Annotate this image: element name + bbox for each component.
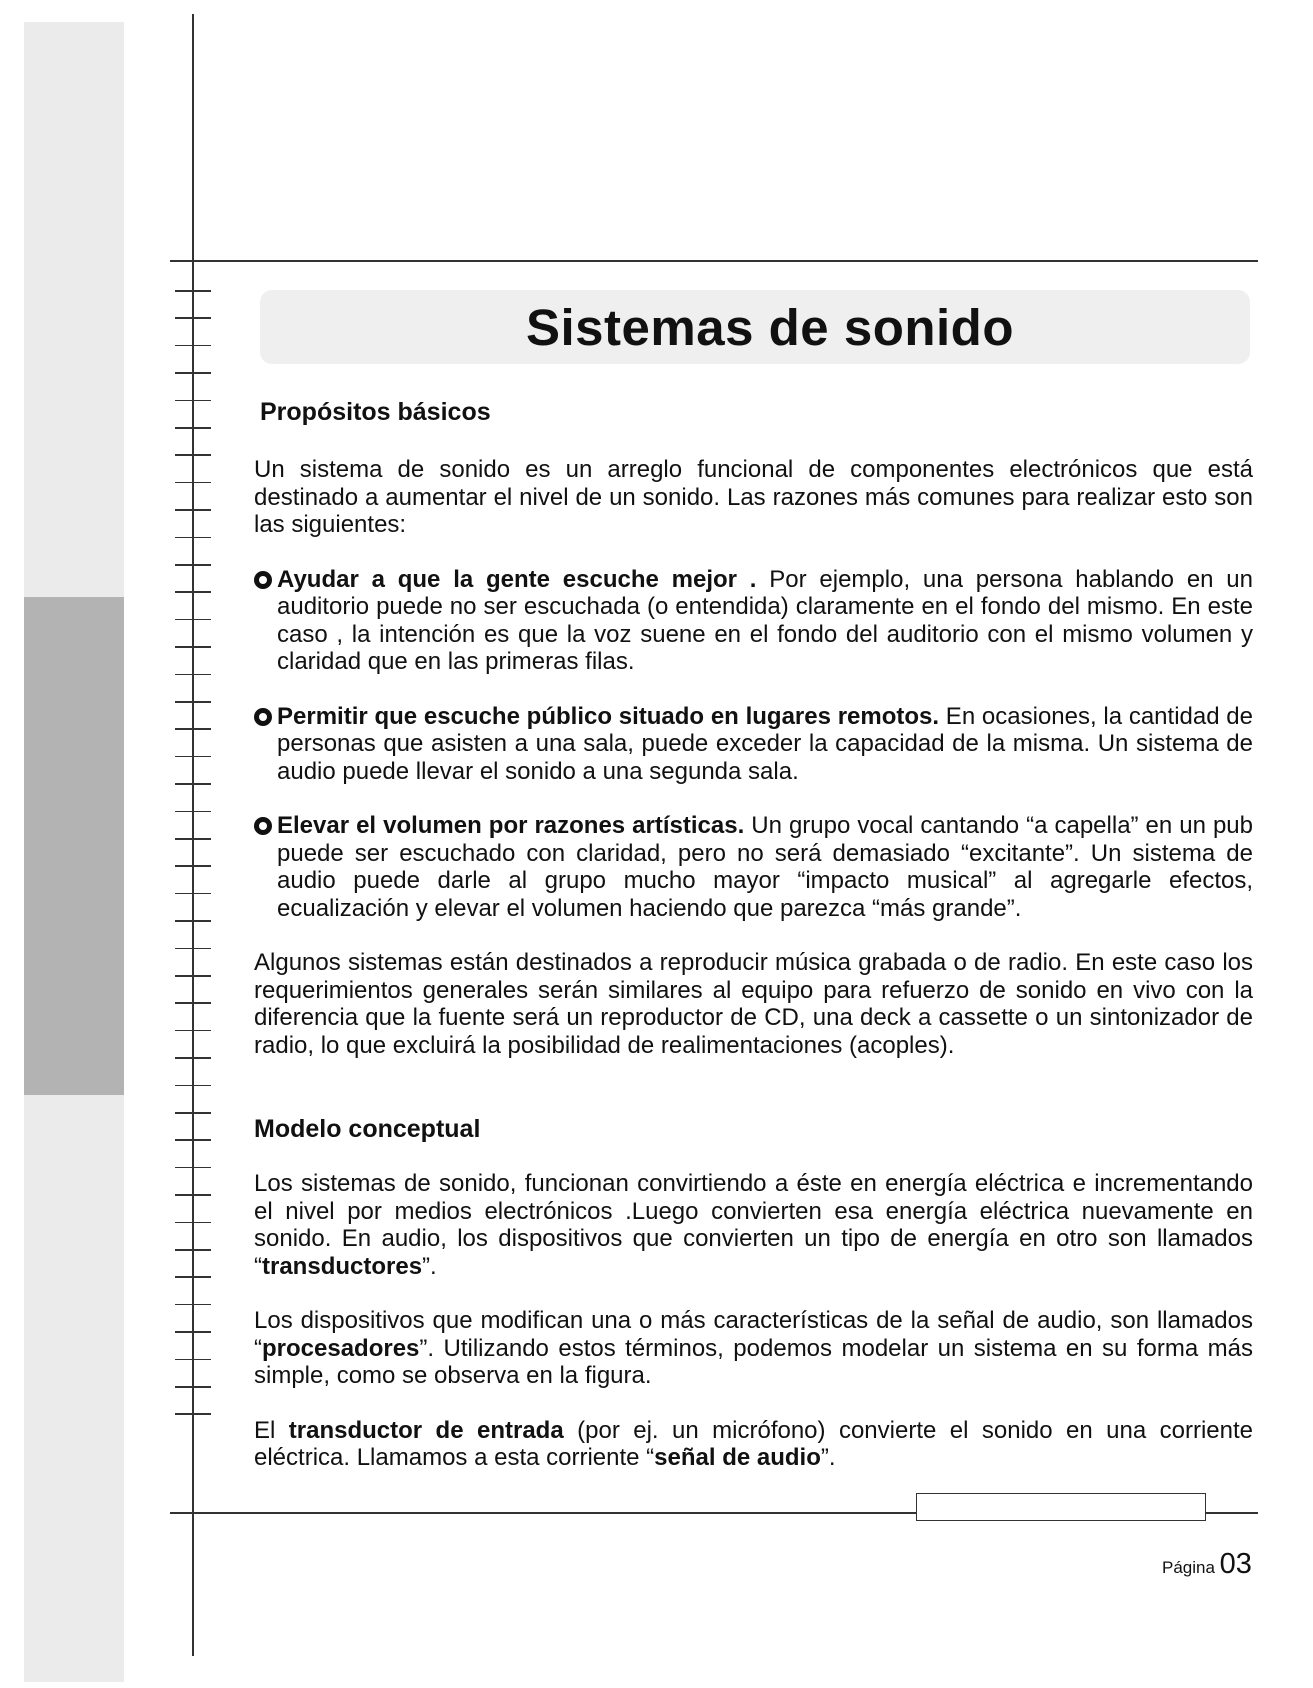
margin-tick	[175, 1276, 211, 1278]
text-span: Los sistemas de sonido, funcionan convirtiendo a éste en energía eléctrica e incrementando el nivel por medios electrónicos .Luego convierten esa energía eléctrica nuevamente en sonido. En audio, los dispositivos que convierten un tipo de energía en otro son llamados “	[254, 1170, 1253, 1280]
text-span: (por ej. un micrófono) convierte el sonido en una corriente eléctrica. Llamamos a esta corriente “	[254, 1416, 1254, 1471]
margin-tick	[175, 893, 211, 895]
side-strip-dark-band	[24, 597, 124, 1095]
bullet-item	[254, 703, 1253, 786]
term-transductor-entrada: transductor de entrada	[288, 1416, 564, 1444]
margin-tick	[175, 783, 211, 785]
margin-tick	[175, 1112, 211, 1114]
margin-tick	[175, 920, 211, 922]
closing-paragraph: Algunos sistemas están destinados a reproducir música grabada o de radio. En este caso los requerimientos generales serán similares al equipo para refuerzo de sonido en vivo con la diferencia que la fuente será un reproductor de CD, una deck a cassette o un sintonizador de radio, lo que excluirá la posibilidad de realimentaciones (acoples).	[254, 949, 1253, 1059]
margin-tick	[175, 811, 211, 813]
text-span: El	[254, 1416, 289, 1444]
margin-tick	[175, 591, 211, 593]
bullet-icon	[254, 708, 272, 726]
bullet-bold: Ayudar a que la gente escuche mejor .	[277, 565, 757, 593]
margin-tick	[175, 1085, 211, 1087]
margin-tick	[175, 1249, 211, 1251]
margin-tick	[175, 701, 211, 703]
margin-tick	[175, 975, 211, 977]
margin-tick	[175, 1413, 211, 1415]
title-bar	[260, 290, 1250, 364]
margin-tick	[175, 1222, 211, 1224]
intro-paragraph: Un sistema de sonido es un arreglo funcional de componentes electrónicos que está destinado a aumentar el nivel de un sonido. Las razones más comunes para realizar esto son las siguientes:	[254, 456, 1253, 538]
margin-tick	[175, 427, 211, 429]
footer-box	[916, 1493, 1206, 1521]
margin-tick	[175, 509, 211, 511]
page-number-value: 03	[1219, 1548, 1252, 1580]
term-transductores: transductores	[262, 1252, 423, 1280]
term-senal-audio: señal de audio	[654, 1444, 821, 1471]
margin-tick	[175, 1139, 211, 1141]
margin-tick	[175, 728, 211, 730]
margin-tick	[175, 619, 211, 621]
margin-tick	[175, 1386, 211, 1388]
margin-tick	[175, 1057, 211, 1059]
margin-tick	[175, 1331, 211, 1333]
margin-tick	[175, 537, 211, 539]
margin-tick	[175, 1359, 211, 1361]
margin-tick	[175, 756, 211, 758]
bullet-text: Un grupo vocal cantando “a capella” en un pub puede ser escuchado con claridad, pero no será demasiado “excitante”. Un sistema de audio puede darle al grupo mucho mayor “impacto musical” al agregarle efectos, ecualización y elevar el volumen haciendo que parezca “más grande”.	[277, 812, 1253, 922]
margin-ticks	[175, 290, 211, 1470]
bullet-item	[254, 566, 1253, 676]
model-paragraph-3	[254, 1417, 1253, 1472]
margin-tick	[175, 948, 211, 950]
bullet-text: Por ejemplo, una persona hablando en un auditorio puede no ser escuchada (o entendida) claramente en el fondo del mismo. En este caso , la intención es que la voz suene en el fondo del auditorio con el mismo volumen y claridad que en las primeras filas.	[277, 565, 1254, 675]
bullet-item	[254, 812, 1253, 922]
margin-tick	[175, 865, 211, 867]
section-heading-modelo: Modelo conceptual	[254, 1115, 481, 1143]
page-title: Sistemas de sonido	[526, 298, 1014, 356]
page-number	[1162, 1548, 1252, 1581]
text-span: Los dispositivos que modifican una o más características de la señal de audio, son llamados “	[254, 1307, 1253, 1362]
bullet-icon	[254, 817, 272, 835]
margin-tick	[175, 1167, 211, 1169]
margin-tick	[175, 1030, 211, 1032]
margin-tick	[175, 454, 211, 456]
margin-tick	[175, 290, 211, 292]
margin-tick	[175, 1002, 211, 1004]
content	[254, 398, 1253, 1472]
margin-tick	[175, 564, 211, 566]
page-label: Página	[1162, 1558, 1215, 1577]
margin-tick	[175, 317, 211, 319]
bullet-icon	[254, 571, 272, 589]
margin-tick	[175, 1304, 211, 1306]
text-span: ”. Utilizando estos términos, podemos modelar un sistema en su forma más simple, como se observa en la figura.	[254, 1334, 1253, 1389]
text-span: ”.	[422, 1252, 437, 1280]
margin-tick	[175, 400, 211, 402]
bullet-bold: Permitir que escuche público situado en lugares remotos.	[277, 702, 940, 730]
top-rule	[170, 260, 1258, 262]
section-heading-propositos: Propósitos básicos	[260, 398, 491, 426]
margin-tick	[175, 674, 211, 676]
margin-tick	[175, 372, 211, 374]
model-paragraph-2	[254, 1307, 1253, 1390]
text-span: ”.	[820, 1444, 836, 1471]
margin-tick	[175, 345, 211, 347]
margin-tick	[175, 482, 211, 484]
margin-tick	[175, 838, 211, 840]
margin-tick	[175, 1194, 211, 1196]
term-procesadores: procesadores	[262, 1334, 420, 1362]
margin-tick	[175, 646, 211, 648]
model-paragraph-1	[254, 1170, 1253, 1280]
bullet-bold: Elevar el volumen por razones artísticas.	[277, 812, 745, 839]
bullet-text: En ocasiones, la cantidad de personas que asisten a una sala, puede exceder la capacidad de la misma. Un sistema de audio puede llevar el sonido a una segunda sala.	[277, 702, 1254, 785]
